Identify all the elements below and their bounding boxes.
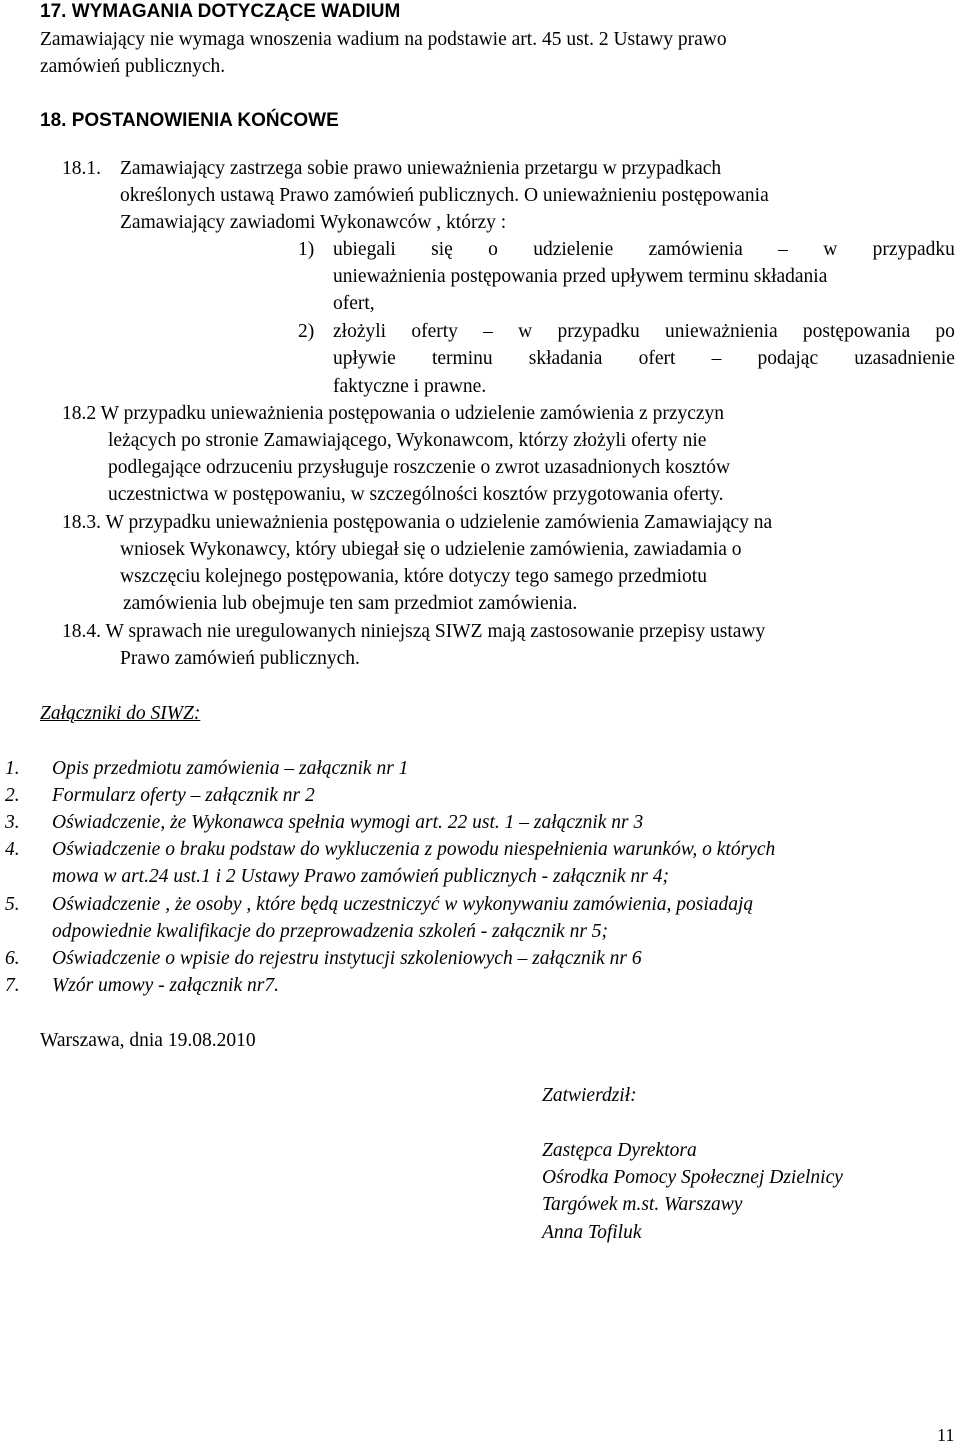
attachment-item: Oświadczenie, że Wykonawca spełnia wymogi art. 22 ust. 1 – załącznik nr 3 xyxy=(52,812,644,833)
clause-text-line: Zamawiający zawiadomi Wykonawców , którzy : xyxy=(120,212,507,233)
list-item-justified-line: ubiegali się o udzielenie zamówienia – w przypadku xyxy=(333,239,955,260)
list-item-text-line: unieważnienia postępowania przed upływem terminu składania xyxy=(333,266,828,287)
clause-text-line: zamówienia lub obejmuje ten sam przedmiot zamówienia. xyxy=(123,593,578,614)
section-17-heading: 17. WYMAGANIA DOTYCZĄCE WADIUM xyxy=(40,1,401,22)
clause-text-line: leżących po stronie Zamawiającego, Wykonawcom, którzy złożyli oferty nie xyxy=(108,430,707,451)
attachment-number: 2. xyxy=(5,785,20,806)
clause-text-line: 18.4. W sprawach nie uregulowanych niniejszą SIWZ mają zastosowanie przepisy ustawy xyxy=(62,621,766,642)
clause-text-line: Prawo zamówień publicznych. xyxy=(120,648,360,669)
approved-label: Zatwierdził: xyxy=(542,1085,637,1106)
section-18-heading: 18. POSTANOWIENIA KOŃCOWE xyxy=(40,110,339,131)
attachment-item: Oświadczenie o braku podstaw do wykluczenia z powodu niespełnienia warunków, o których xyxy=(52,839,776,860)
clause-text-line: podlegające odrzuceniu przysługuje roszczenie o zwrot uzasadnionych kosztów xyxy=(108,457,731,478)
list-item-text-line: faktyczne i prawne. xyxy=(333,376,487,397)
attachment-number: 5. xyxy=(5,894,20,915)
page-number: 11 xyxy=(937,1425,955,1445)
attachments-heading: Załączniki do SIWZ: xyxy=(40,703,201,724)
section-17-text-line: zamówień publicznych. xyxy=(40,56,226,77)
attachment-item: Wzór umowy - załącznik nr7. xyxy=(52,975,279,996)
attachment-item-continued: odpowiednie kwalifikacje do przeprowadzenia szkoleń - załącznik nr 5; xyxy=(52,921,609,942)
attachment-number: 1. xyxy=(5,758,20,779)
clause-text-line: 18.2 W przypadku unieważnienia postępowania o udzielenie zamówienia z przyczyn xyxy=(62,403,725,424)
list-item-justified-line: upływie terminu składania ofert – podając uzasadnienie xyxy=(333,348,955,369)
clause-text-line: wniosek Wykonawcy, który ubiegał się o udzielenie zamówienia, zawiadamia o xyxy=(120,539,742,560)
signatory-district: Targówek m.st. Warszawy xyxy=(542,1194,743,1215)
place-date: Warszawa, dnia 19.08.2010 xyxy=(40,1030,256,1051)
clause-text-line: wszczęciu kolejnego postępowania, które dotyczy tego samego przedmiotu xyxy=(120,566,707,587)
list-item-text-line: ofert, xyxy=(333,293,375,314)
clause-text-line: Zamawiający zastrzega sobie prawo unieważnienia przetargu w przypadkach xyxy=(120,158,722,179)
list-item-number: 1) xyxy=(298,239,315,260)
list-item-justified-line: złożyli oferty – w przypadku unieważnienia postępowania po xyxy=(333,321,955,342)
attachment-item-continued: mowa w art.24 ust.1 i 2 Ustawy Prawo zamówień publicznych - załącznik nr 4; xyxy=(52,866,669,887)
attachment-item: Formularz oferty – załącznik nr 2 xyxy=(52,785,315,806)
clause-text-line: określonych ustawą Prawo zamówień publicznych. O unieważnieniu postępowania xyxy=(120,185,769,206)
list-item-number: 2) xyxy=(298,321,315,342)
section-17-text-line: Zamawiający nie wymaga wnoszenia wadium na podstawie art. 45 ust. 2 Ustawy prawo xyxy=(40,29,727,50)
clause-text-line: uczestnictwa w postępowaniu, w szczególności kosztów przygotowania oferty. xyxy=(108,484,724,505)
attachment-item: Opis przedmiotu zamówienia – załącznik nr 1 xyxy=(52,758,409,779)
attachment-number: 7. xyxy=(5,975,20,996)
clause-text-line: 18.3. W przypadku unieważnienia postępowania o udzielenie zamówienia Zamawiający na xyxy=(62,512,773,533)
attachment-number: 4. xyxy=(5,839,20,860)
signatory-name: Anna Tofiluk xyxy=(542,1222,642,1243)
signatory-title: Zastępca Dyrektora xyxy=(542,1140,697,1161)
attachment-number: 3. xyxy=(5,812,20,833)
attachment-number: 6. xyxy=(5,948,20,969)
attachment-item: Oświadczenie o wpisie do rejestru instytucji szkoleniowych – załącznik nr 6 xyxy=(52,948,642,969)
clause-number: 18.1. xyxy=(62,158,101,179)
attachment-item: Oświadczenie , że osoby , które będą uczestniczyć w wykonywaniu zamówienia, posiadają xyxy=(52,894,754,915)
signatory-organization: Ośrodka Pomocy Społecznej Dzielnicy xyxy=(542,1167,843,1188)
